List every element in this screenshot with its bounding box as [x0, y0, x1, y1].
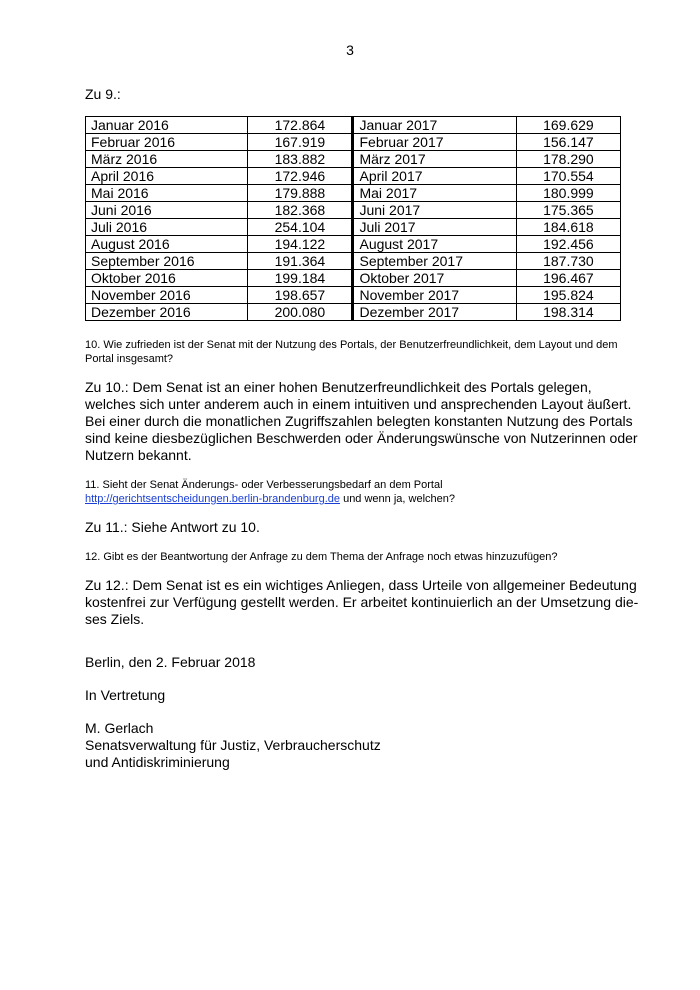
page-number: 3: [346, 42, 354, 58]
month-2017-cell: Juni 2017: [353, 202, 516, 219]
question-10: 10. Wie zufrieden ist der Senat mit der Nutzung des Portals, der Benutzerfreundlichkeit, dem Layout und dem Portal insgesamt?: [85, 339, 618, 365]
value-2017-cell: 170.554: [516, 168, 620, 185]
value-2016-cell: 200.080: [248, 304, 353, 321]
value-2016-cell: 182.368: [248, 202, 353, 219]
value-2016-cell: 199.184: [248, 270, 353, 287]
value-2017-cell: 196.467: [516, 270, 620, 287]
table-row: [86, 185, 621, 202]
month-2017-cell: Februar 2017: [353, 134, 516, 151]
month-2017-cell: März 2017: [353, 151, 516, 168]
value-2017-cell: 187.730: [516, 253, 620, 270]
value-2016-cell: 172.864: [248, 117, 353, 134]
month-2016-cell: Dezember 2016: [86, 304, 248, 321]
table-row: [86, 236, 621, 253]
value-2016-cell: 179.888: [248, 185, 353, 202]
table-row: [86, 134, 621, 151]
table-row: [86, 168, 621, 185]
table-row: [86, 253, 621, 270]
month-2017-cell: Dezember 2017: [353, 304, 516, 321]
month-2017-cell: Juli 2017: [353, 219, 516, 236]
question-11-text: 11. Sieht der Senat Änderungs- oder Verbesserungsbedarf an dem Portal: [85, 479, 443, 491]
value-2017-cell: 192.456: [516, 236, 620, 253]
table-row: [86, 304, 621, 321]
department-line-1: Senatsverwaltung für Justiz, Verbraucherschutz: [85, 737, 381, 753]
question-11: [85, 478, 645, 506]
month-2016-cell: Februar 2016: [86, 134, 248, 151]
in-vertretung: In Vertretung: [85, 687, 166, 703]
value-2016-cell: 167.919: [248, 134, 353, 151]
month-2017-cell: Mai 2017: [353, 185, 516, 202]
month-2016-cell: Juli 2016: [86, 219, 248, 236]
answer-12: Zu 12.: Dem Senat ist es ein wichtiges Anliegen, dass Urteile von allgemeiner Bedeutung kostenfrei zur Verfügung gestellt werden. Er arbeitet kontinuierlich an der Umsetzung die-ses Ziels.: [85, 577, 639, 627]
value-2016-cell: 191.364: [248, 253, 353, 270]
month-2017-cell: November 2017: [353, 287, 516, 304]
value-2016-cell: 198.657: [248, 287, 353, 304]
value-2016-cell: 172.946: [248, 168, 353, 185]
table-row: [86, 151, 621, 168]
value-2017-cell: 156.147: [516, 134, 620, 151]
value-2016-cell: 183.882: [248, 151, 353, 168]
value-2017-cell: 180.999: [516, 185, 620, 202]
table-row: [86, 270, 621, 287]
value-2017-cell: 198.314: [516, 304, 620, 321]
closing-block: [85, 654, 645, 771]
value-2017-cell: 169.629: [516, 117, 620, 134]
month-2017-cell: September 2017: [353, 253, 516, 270]
value-2017-cell: 184.618: [516, 219, 620, 236]
table-row: [86, 219, 621, 236]
month-2016-cell: April 2016: [86, 168, 248, 185]
signatory-name: M. Gerlach: [85, 720, 154, 736]
answer-11: Zu 11.: Siehe Antwort zu 10.: [85, 519, 260, 535]
value-2016-cell: 254.104: [248, 219, 353, 236]
section-heading: Zu 9.:: [85, 86, 121, 102]
month-2016-cell: Januar 2016: [86, 117, 248, 134]
month-2017-cell: April 2017: [353, 168, 516, 185]
month-2016-cell: November 2016: [86, 287, 248, 304]
month-2016-cell: März 2016: [86, 151, 248, 168]
month-2016-cell: Juni 2016: [86, 202, 248, 219]
month-2016-cell: September 2016: [86, 253, 248, 270]
value-2017-cell: 175.365: [516, 202, 620, 219]
month-2017-cell: Januar 2017: [353, 117, 516, 134]
question-12: 12. Gibt es der Beantwortung der Anfrage zu dem Thema der Anfrage noch etwas hinzuzufügen?: [85, 551, 558, 563]
value-2017-cell: 178.290: [516, 151, 620, 168]
table-row: [86, 117, 621, 134]
month-2016-cell: Oktober 2016: [86, 270, 248, 287]
table-row: [86, 287, 621, 304]
document-body: [85, 86, 645, 771]
answer-10: Zu 10.: Dem Senat ist an einer hohen Benutzerfreundlichkeit des Portals gelegen, welches sich unter anderem auch in einem intuitiven und ansprechenden Layout äußert. Bei einer durch die monatlichen Zugriffszahlen belegten konstanten Nutzung des Portals sind keine diesbezüglichen Beschwerden oder Änderungswünsche von Nutzerinnen oder Nutzern bekannt.: [85, 379, 638, 463]
question-11-suffix: und wenn ja, welchen?: [340, 493, 455, 505]
month-2016-cell: August 2016: [86, 236, 248, 253]
table-row: [86, 202, 621, 219]
signature-date: Berlin, den 2. Februar 2018: [85, 654, 256, 670]
portal-link[interactable]: http://gerichtsentscheidungen.berlin-brandenburg.de: [85, 493, 341, 505]
month-2017-cell: August 2017: [353, 236, 516, 253]
department-line-2: und Antidiskriminierung: [85, 754, 230, 770]
access-statistics-table: [85, 116, 621, 321]
month-2016-cell: Mai 2016: [86, 185, 248, 202]
value-2017-cell: 195.824: [516, 287, 620, 304]
month-2017-cell: Oktober 2017: [353, 270, 516, 287]
value-2016-cell: 194.122: [248, 236, 353, 253]
